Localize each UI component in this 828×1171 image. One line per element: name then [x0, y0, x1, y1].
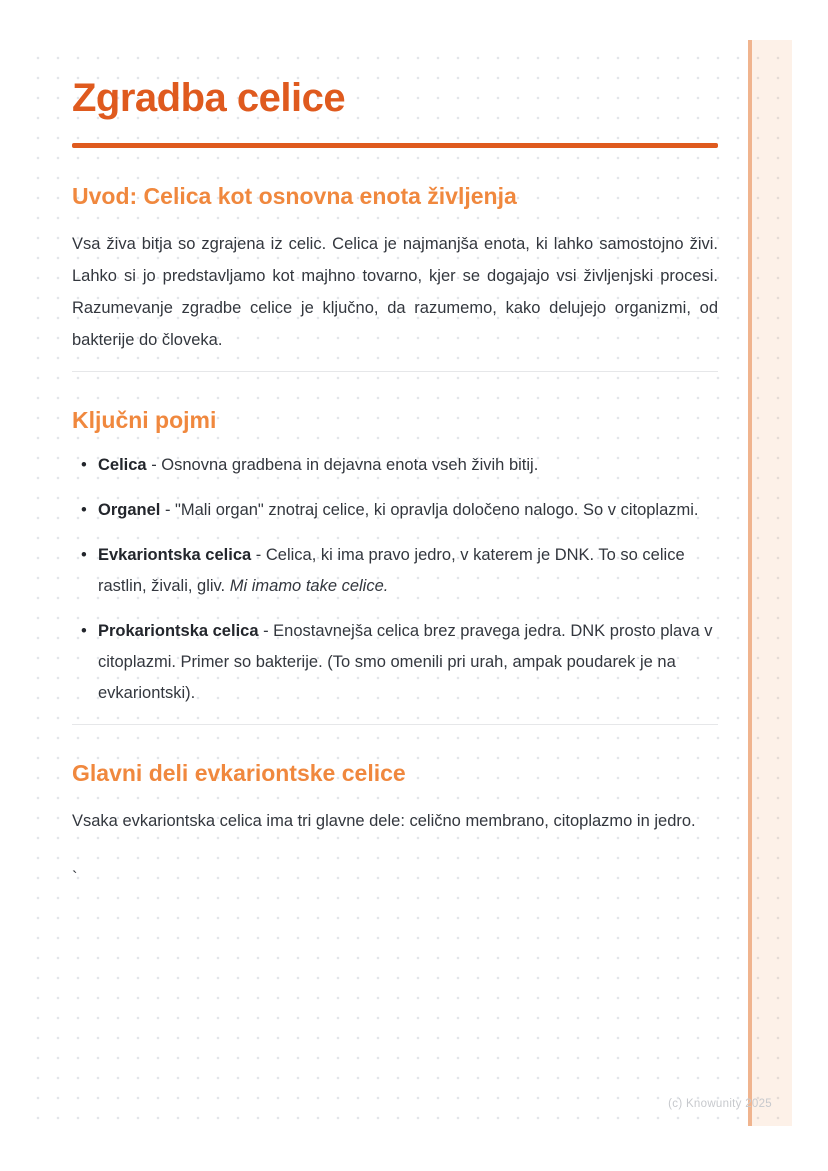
term-definition: - Celica, ki ima pravo jedro, v katerem je DNK. To so celice rastlin, živali, gliv. [98, 546, 685, 595]
section-main-parts [72, 760, 718, 888]
term-definition: - Osnovna gradbena in dejavna enota vseh živih bitij. [146, 456, 539, 474]
section-key-terms [72, 407, 718, 709]
key-terms-list [72, 450, 718, 709]
section-divider [72, 724, 718, 725]
section-heading-main-parts: Glavni deli evkariontske celice [72, 760, 406, 786]
term-label: Evkariontska celica [98, 546, 252, 564]
bullet-icon: • [81, 622, 87, 640]
term-label: Organel [98, 501, 161, 519]
right-margin-stripe [748, 40, 792, 1126]
document-sheet [36, 40, 792, 1126]
list-item [81, 450, 718, 481]
main-parts-paragraph: Vsaka evkariontska celica ima tri glavne dele: celično membrano, citoplazmo in jedro. [72, 812, 696, 830]
term-label: Prokariontska celica [98, 622, 259, 640]
term-definition: - "Mali organ" znotraj celice, ki opravlja določeno nalogo. So v citoplazmi. [160, 501, 699, 519]
section-heading-intro: Uvod: Celica kot osnovna enota življenja [72, 183, 517, 209]
title-underline-rule [72, 143, 718, 148]
footer-credit: (c) Knowunity 2025 [668, 1098, 772, 1110]
section-divider [72, 371, 718, 372]
document-content [72, 78, 718, 888]
list-item [81, 495, 718, 526]
page-title: Zgradba celice [72, 76, 346, 120]
list-item [81, 616, 718, 709]
bullet-icon: • [81, 546, 87, 564]
section-heading-key-terms: Ključni pojmi [72, 407, 217, 433]
intro-paragraph: Vsa živa bitja so zgrajena iz celic. Celica je najmanjša enota, ki lahko samostojno živi. Lahko si jo predstavljamo kot majhno tovarno, kjer se dogajajo vsi življenjski procesi. Razumevanje zgradbe celice je ključno, da razumemo, kako delujejo organizmi, od bakterije do človeka. [72, 235, 718, 349]
bullet-icon: • [81, 456, 87, 474]
term-definition: - Enostavnejša celica brez pravega jedra. DNK prosto plava v citoplazmi. Primer so bakterije. (To smo omenili pri urah, ampak poudarek je na evkariontski). [98, 622, 713, 702]
term-label: Celica [98, 456, 147, 474]
list-item [81, 540, 718, 602]
bullet-icon: • [81, 501, 87, 519]
stray-backtick-mark: ` [72, 869, 78, 887]
section-intro [72, 183, 718, 356]
term-note-italic: Mi imamo take celice. [229, 577, 389, 595]
